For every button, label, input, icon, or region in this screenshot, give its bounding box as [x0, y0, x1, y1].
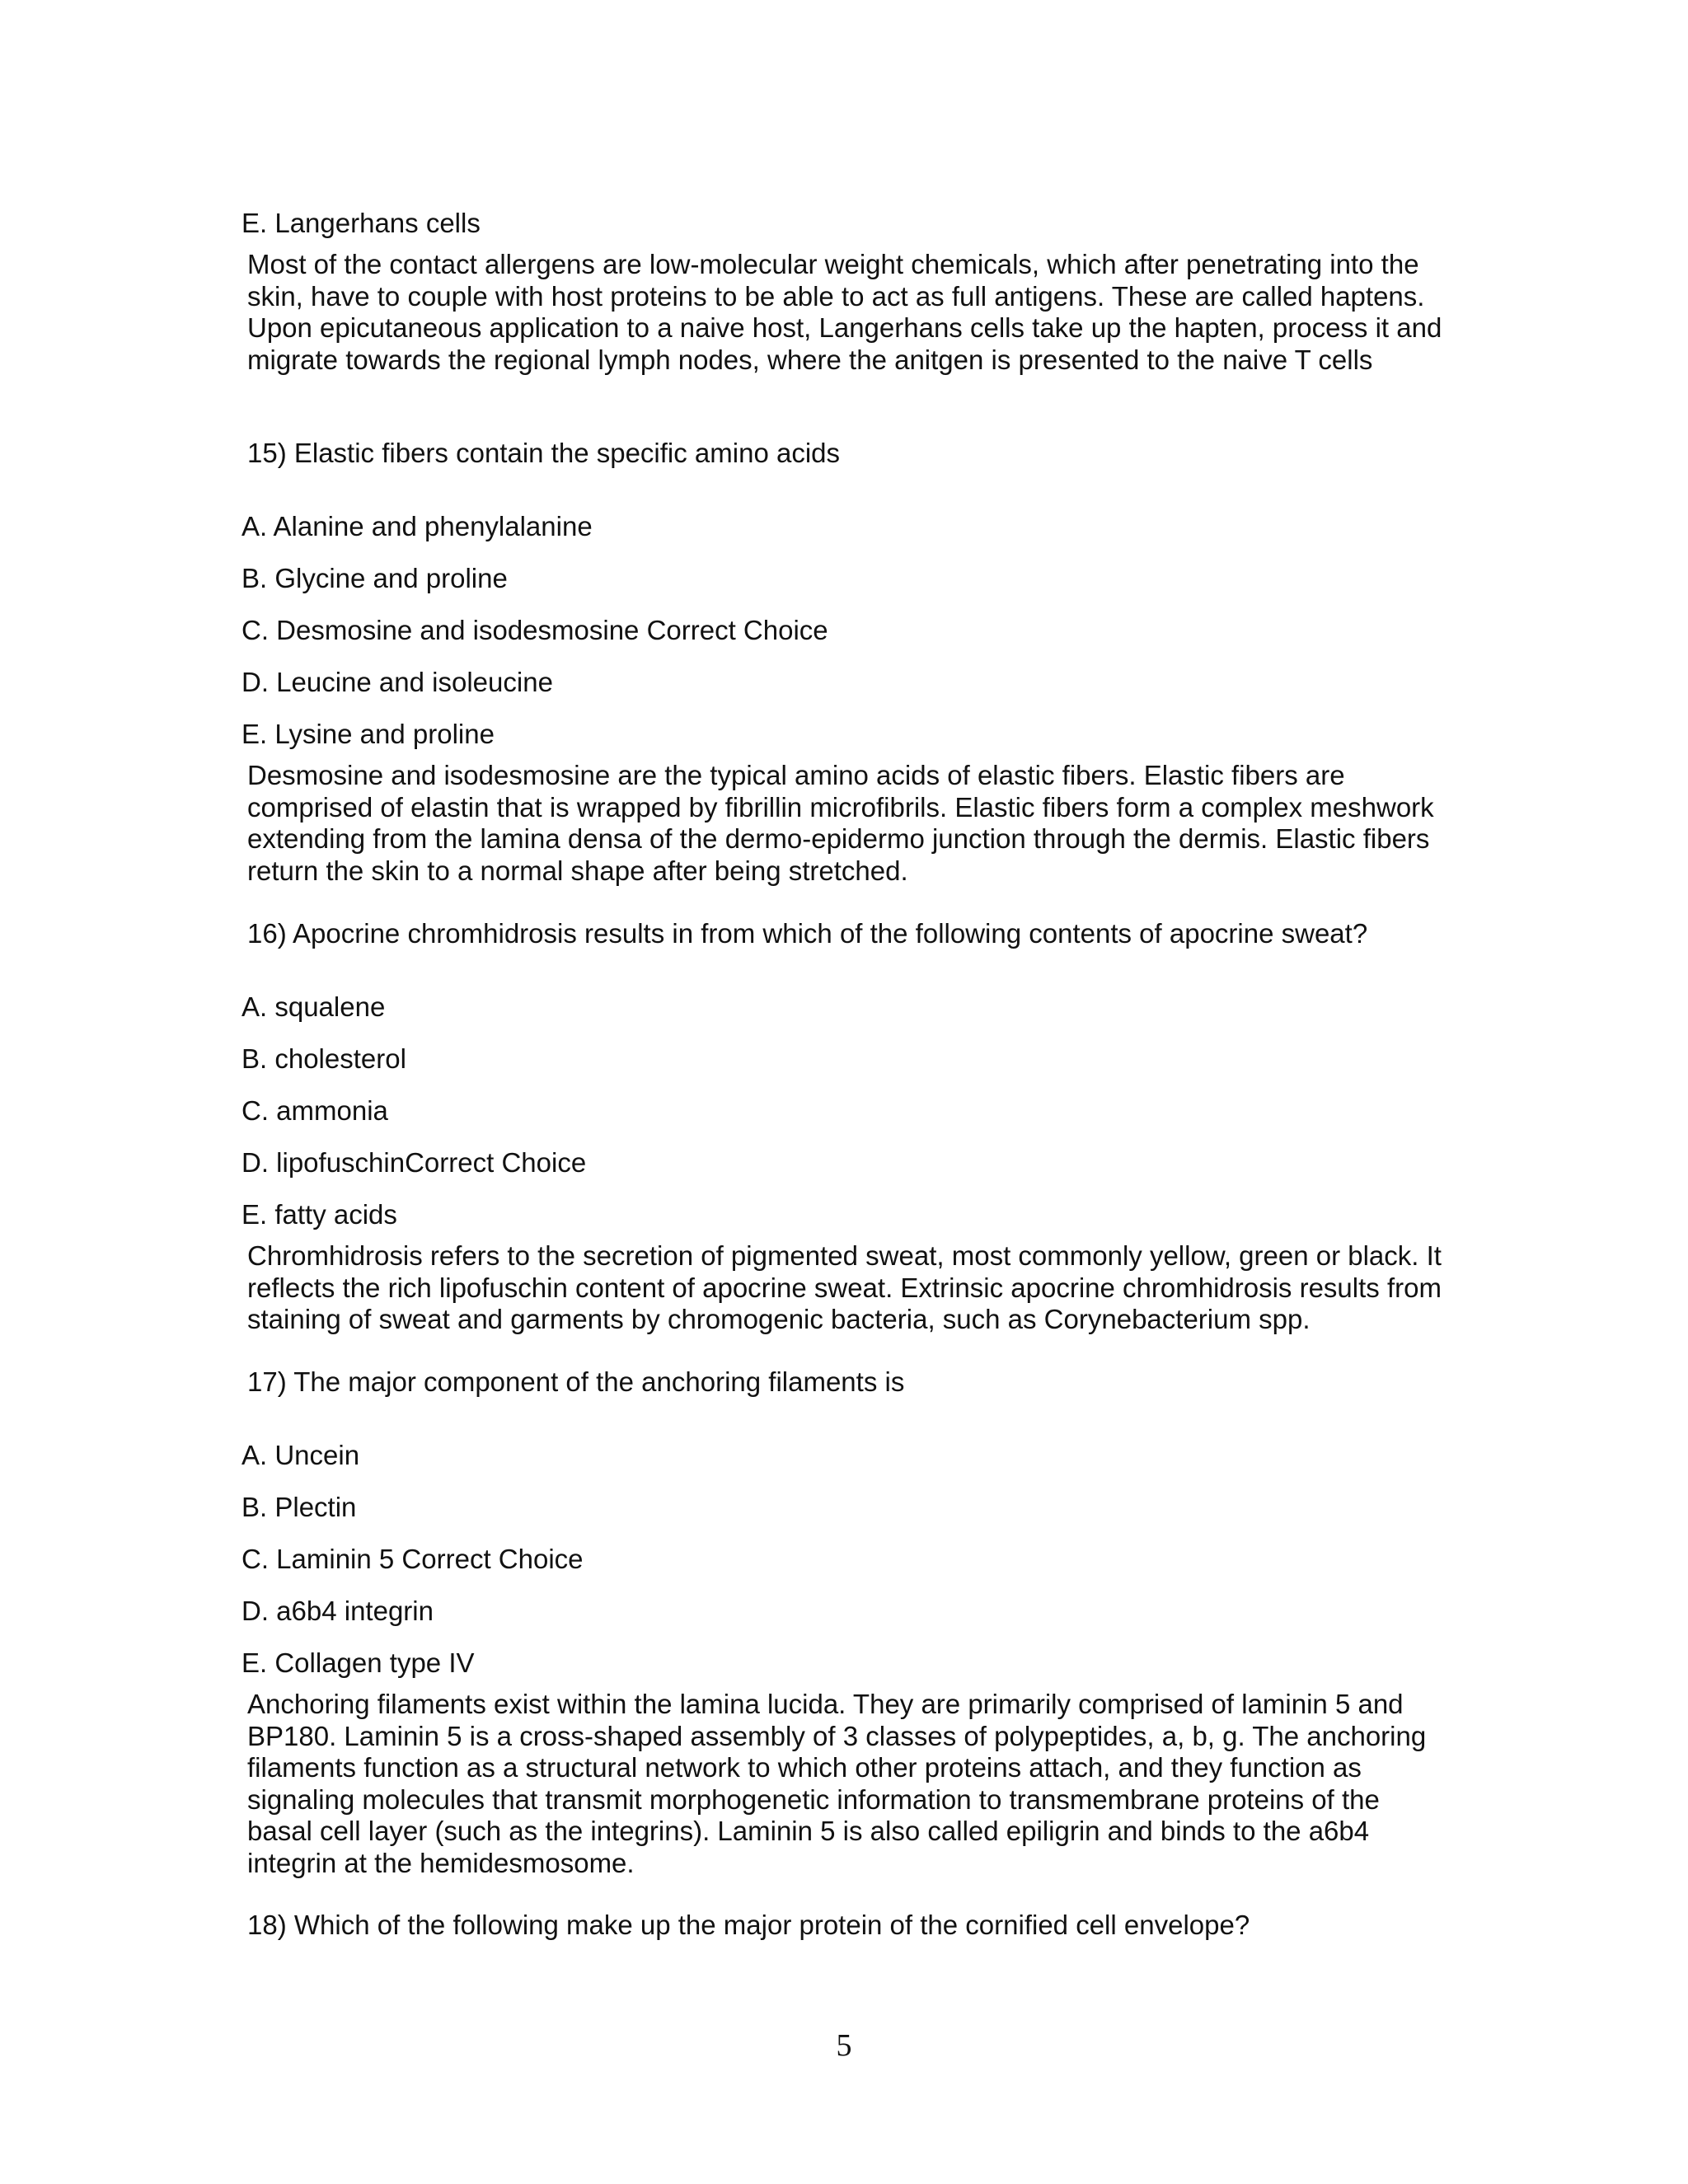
- q17-option-b: B. Plectin: [241, 1492, 357, 1522]
- q17-option-e: E. Collagen type IV: [241, 1647, 475, 1678]
- q17-explanation: Anchoring filaments exist within the lamina lucida. They are primarily comprised of laminin 5 and BP180. Laminin 5 is a cross-shaped assembly of 3 classes of polypeptides, a, b, g. The anchoring filaments function as a structural network to which other proteins attach, and they function as signaling molecules that transmit morphogenetic information to transmembrane proteins of the basal cell layer (such as the integrins). Laminin 5 is also called epiligrin and binds to the a6b4 integrin at the hemidesmosome.: [247, 1689, 1427, 1878]
- q16-explanation: Chromhidrosis refers to the secretion of pigmented sweat, most commonly yellow, green or black. It reflects the rich lipofuschin content of apocrine sweat. Extrinsic apocrine chromhidrosis results from staining of sweat and garments by chromogenic bacteria, such as Corynebacterium spp.: [247, 1240, 1442, 1334]
- q16-option-b: B. cholesterol: [241, 1043, 406, 1074]
- q17-option-a: A. Uncein: [241, 1440, 360, 1470]
- question-17: 17) The major component of the anchoring filaments is: [247, 1366, 905, 1397]
- q15-explanation: Desmosine and isodesmosine are the typical amino acids of elastic fibers. Elastic fibers are comprised of elastin that is wrapped by fibrillin microfibrils. Elastic fibers form a complex meshwork extending from the lamina densa of the dermo-epidermo junction through the dermis. Elastic fibers return the skin to a normal shape after being stretched.: [247, 760, 1434, 886]
- q15-option-d: D. Leucine and isoleucine: [241, 667, 553, 697]
- q16-option-d: D. lipofuschinCorrect Choice: [241, 1147, 587, 1178]
- q15-option-b: B. Glycine and proline: [241, 563, 508, 593]
- q17-option-d: D. a6b4 integrin: [241, 1596, 434, 1626]
- q15-option-c: C. Desmosine and isodesmosine Correct Choice: [241, 615, 828, 645]
- q16-option-c: C. ammonia: [241, 1095, 388, 1126]
- page-number: 5: [836, 2028, 852, 2063]
- question-16: 16) Apocrine chromhidrosis results in from which of the following contents of apocrine sweat?: [247, 918, 1368, 949]
- q15-option-e: E. Lysine and proline: [241, 719, 495, 749]
- option-e-langerhans: E. Langerhans cells: [241, 208, 481, 238]
- q16-option-a: A. squalene: [241, 991, 386, 1022]
- question-18: 18) Which of the following make up the major protein of the cornified cell envelope?: [247, 1910, 1250, 1940]
- q15-option-a: A. Alanine and phenylalanine: [241, 511, 593, 541]
- q16-option-e: E. fatty acids: [241, 1199, 397, 1230]
- question-15: 15) Elastic fibers contain the specific amino acids: [247, 438, 841, 468]
- q17-option-c: C. Laminin 5 Correct Choice: [241, 1544, 584, 1574]
- explanation-langerhans: Most of the contact allergens are low-molecular weight chemicals, which after penetrating into the skin, have to couple with host proteins to be able to act as full antigens. These are called haptens. Upon epicutaneous application to a naive host, Langerhans cells take up the hapten, process it and migrate towards the regional lymph nodes, where the anitgen is presented to the naive T cells: [247, 249, 1442, 375]
